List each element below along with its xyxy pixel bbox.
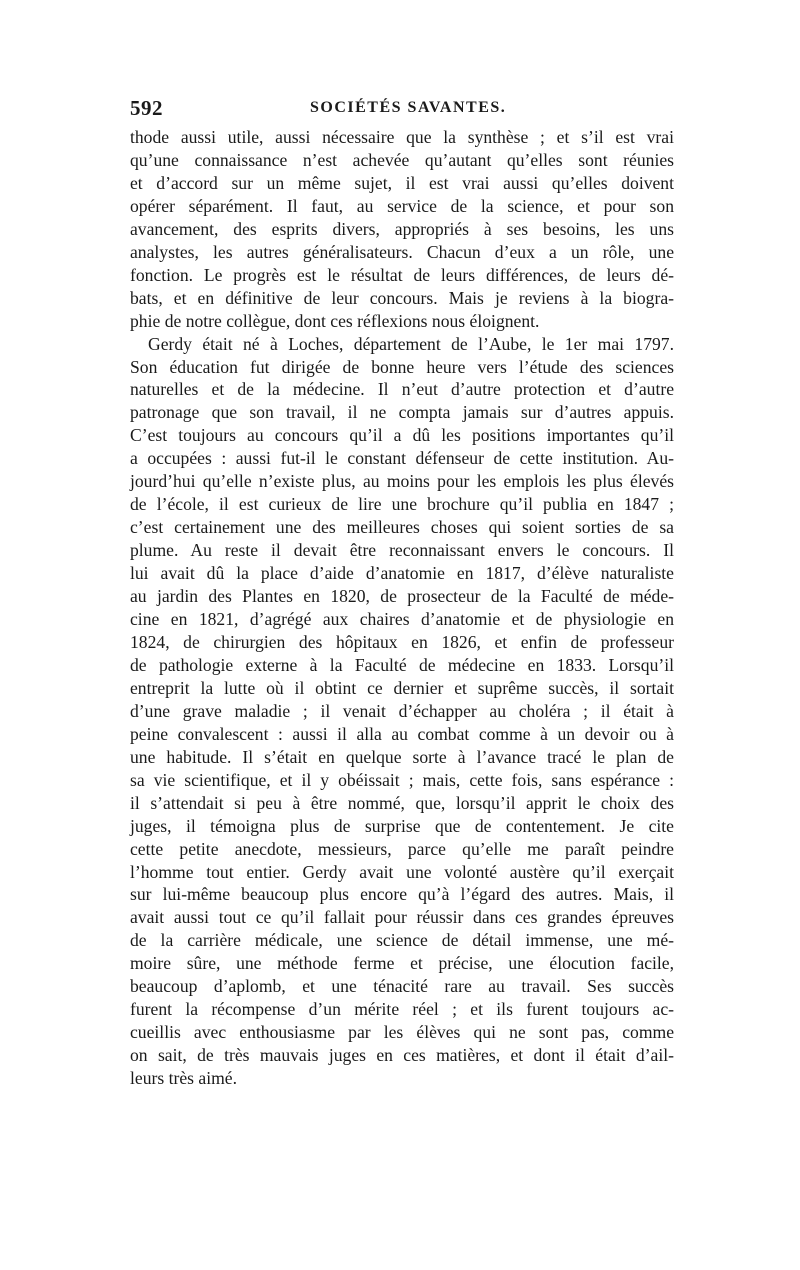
text-line: Son éducation fut dirigée de bonne heure vers l’étude des sciences [130,356,674,377]
body-text [130,126,674,1090]
text-line: thode aussi utile, aussi nécessaire que la synthèse ; et s’il est vrai [130,127,674,147]
book-page [130,96,674,1090]
text-line: C’est toujours au concours qu’il a dû les positions importantes qu’il [130,425,674,446]
page-number: 592 [130,96,163,120]
text-line: d’une grave maladie ; il venait d’échapper au choléra ; il était à [130,700,674,721]
text-line: sa vie scientifique, et il y obéissait ; mais, cette fois, sans espérance : [130,769,674,790]
text-line: c’est certainement une des meilleures choses qui soient sorties de sa [130,517,674,538]
text-line: cette petite anecdote, messieurs, parce qu’elle me paraît peindre [130,838,674,859]
text-line: peine convalescent : aussi il alla au combat comme à un devoir ou à [130,723,674,744]
text-line: Gerdy était né à Loches, département de l’Aube, le 1er mai 1797. [148,333,674,354]
text-line: il s’attendait si peu à être nommé, que, lorsqu’il apprit le choix des [130,792,674,813]
text-line: avait aussi tout ce qu’il fallait pour réussir dans ces grandes épreuves [130,907,674,928]
text-line: moire sûre, une méthode ferme et précise, une élocution facile, [130,953,674,974]
text-line: sur lui-même beaucoup plus encore qu’à l’égard des autres. Mais, il [130,884,674,905]
text-line: entreprit la lutte où il obtint ce dernier et suprême succès, il sortait [130,677,674,698]
text-line: jourd’hui qu’elle n’existe plus, au moins pour les emplois les plus élevés [130,471,674,492]
text-line: opérer séparément. Il faut, au service de la science, et pour son [130,195,674,216]
paragraph-1 [130,126,674,333]
text-line: avancement, des esprits divers, appropriés à ses besoins, les uns [130,218,674,239]
text-line: fonction. Le progrès est le résultat de leurs différences, de leurs dé- [130,264,674,285]
text-line: leurs très aimé. [130,1068,237,1089]
text-line: et d’accord sur un même sujet, il est vrai aussi qu’elles doivent [130,172,674,193]
text-line: une habitude. Il s’était en quelque sorte à l’avance tracé le plan de [130,746,674,767]
text-line: naturelles et de la médecine. Il n’eut d’autre protection et d’autre [130,379,674,400]
text-line: furent la récompense d’un mérite réel ; et ils furent toujours ac- [130,999,674,1020]
text-line: analystes, les autres généralisateurs. Chacun d’eux a un rôle, une [130,241,674,262]
text-line: lui avait dû la place d’aide d’anatomie en 1817, d’élève naturaliste [130,563,674,584]
text-line: 1824, de chirurgien des hôpitaux en 1826, et enfin de professeur [130,631,674,652]
text-line: qu’une connaissance n’est achevée qu’autant qu’elles sont réunies [130,149,674,170]
text-line: cueillis avec enthousiasme par les élèves qui ne sont pas, comme [130,1022,674,1043]
running-head [130,96,674,122]
text-line: de pathologie externe à la Faculté de médecine en 1833. Lorsqu’il [130,654,674,675]
text-line: de la carrière médicale, une science de détail immense, une mé- [130,930,674,951]
text-line: on sait, de très mauvais juges en ces matières, et dont il était d’ail- [130,1045,674,1066]
text-line: cine en 1821, d’agrégé aux chaires d’anatomie et de physiologie en [130,609,674,630]
text-line: a occupées : aussi fut-il le constant défenseur de cette institution. Au- [130,448,674,469]
text-line: de l’école, il est curieux de lire une brochure qu’il publia en 1847 ; [130,494,674,515]
text-line: bats, et en définitive de leur concours. Mais je reviens à la biogra- [130,287,674,308]
text-line: beaucoup d’aplomb, et une ténacité rare au travail. Ses succès [130,976,674,997]
text-line: au jardin des Plantes en 1820, de prosecteur de la Faculté de méde- [130,586,674,607]
text-line: phie de notre collègue, dont ces réflexions nous éloignent. [130,310,540,331]
text-line: juges, il témoigna plus de surprise que de contentement. Je cite [130,815,674,836]
text-line: plume. Au reste il devait être reconnaissant envers le concours. Il [130,540,674,561]
text-line: patronage que son travail, il ne compta jamais sur d’autres appuis. [130,402,674,423]
section-title: SOCIÉTÉS SAVANTES. [310,99,507,116]
text-line: l’homme tout entier. Gerdy avait une volonté austère qu’il exerçait [130,861,674,882]
paragraph-2 [130,333,674,1090]
